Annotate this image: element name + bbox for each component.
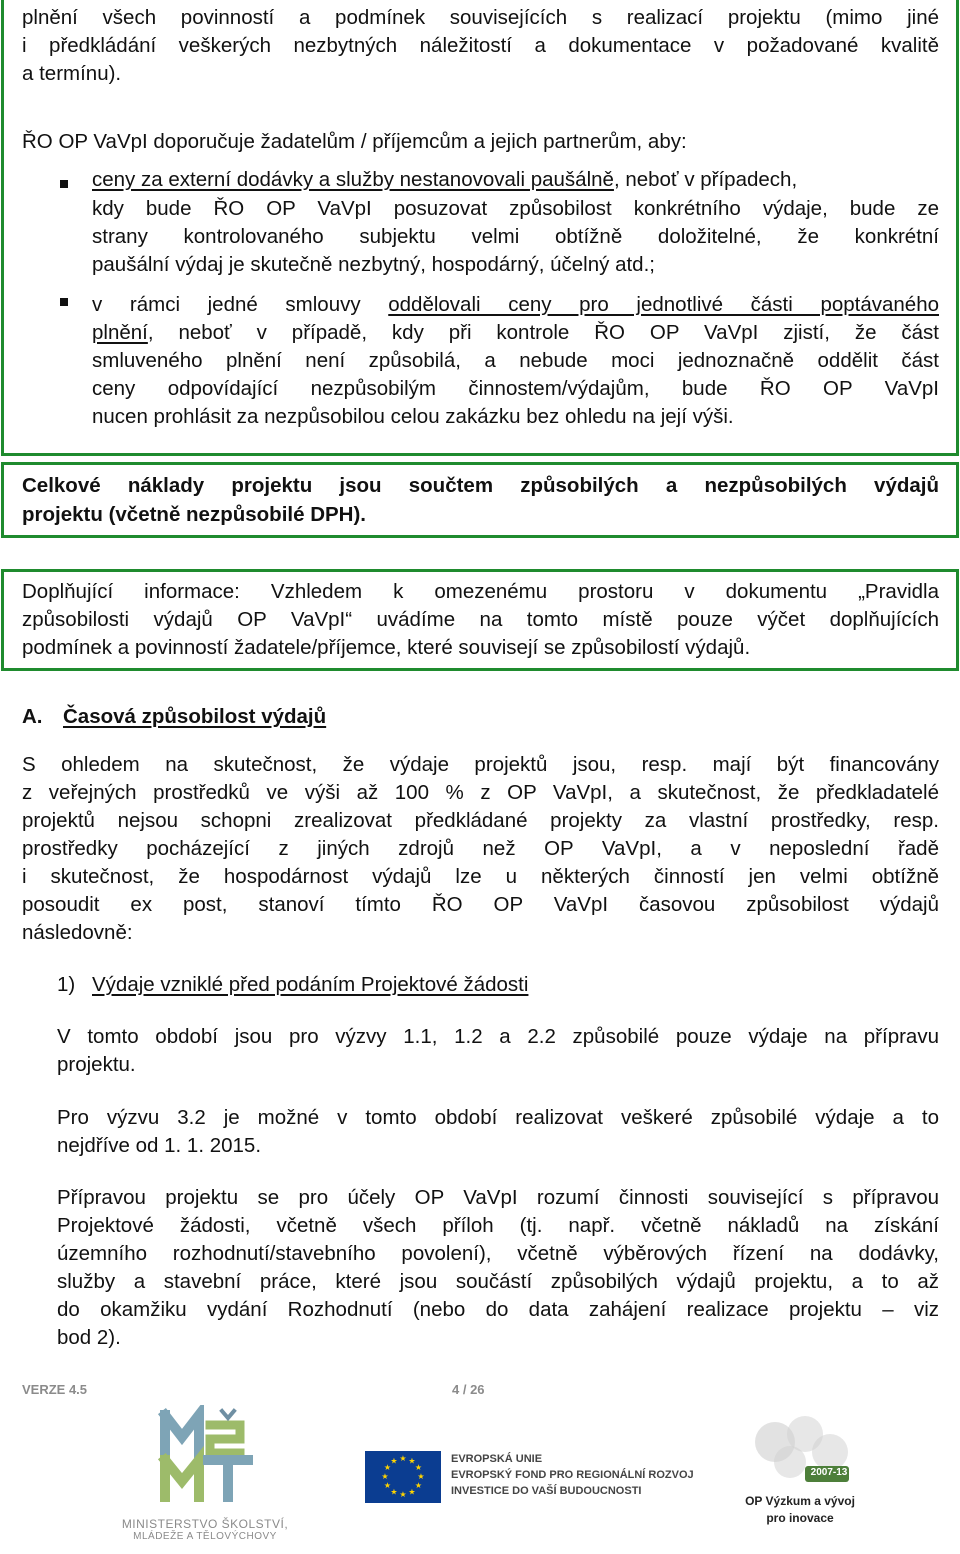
para1-line-6: posoudit ex post, stanoví tímto ŘO OP VaVpI časovou způsobilost výdajů (22, 893, 939, 916)
svg-text:★: ★ (408, 1456, 416, 1466)
para4-line-1: Přípravou projektu se pro účely OP VaVpI rozumí činnosti související s přípravou (57, 1186, 939, 1209)
bullet1-line-2: kdy bude ŘO OP VaVpI posuzovat způsobilost konkrétního výdaje, bude ze (92, 197, 939, 220)
para2-line-2: projektu. (57, 1053, 136, 1076)
para1-line-1: S ohledem na skutečnost, že výdaje projektů jsou, resp. mají být financovány (22, 753, 939, 776)
bullet2-pre: v rámci jedné smlouvy (92, 293, 389, 316)
section-title: Časová způsobilost výdajů (63, 705, 327, 728)
op-years: 2007-13 (810, 1467, 848, 1478)
svg-text:★: ★ (414, 1481, 423, 1490)
para3-line-2: nejdříve od 1. 1. 2015. (57, 1134, 262, 1157)
bullet-square-icon (60, 298, 68, 306)
bullet1-underlined: ceny za externí dodávky a služby nestanovovali paušálně (92, 168, 614, 191)
para1-line-2: z veřejných prostředků ve výši až 100 % z OP VaVpI, a skutečnost, že předkladatelé (22, 781, 939, 804)
eu-logo (365, 1443, 694, 1519)
op-vavpi-logo (735, 1412, 865, 1542)
msmt-caption-1: MINISTERSTVO ŠKOLSTVÍ, (121, 1517, 289, 1531)
para4-line-6: bod 2). (57, 1326, 121, 1349)
bullet1-first-line (92, 166, 797, 194)
bullet-square-icon (60, 180, 68, 188)
bullet1-line-3: strany kontrolovaného subjektu velmi obtížně doložitelné, že konkrétní (92, 225, 939, 248)
bullet2-rest: , neboť v případě, kdy při kontrole ŘO OP VaVpI zjistí, že část (147, 321, 939, 344)
section-letter: A. (22, 705, 43, 728)
msmt-logo (110, 1405, 300, 1550)
para3-line-1: Pro výzvu 3.2 je možné v tomto období realizovat veškeré způsobilé výdaje a to (57, 1106, 939, 1129)
msmt-emblem-icon (110, 1405, 300, 1505)
box1-line-1: plnění všech povinností a podmínek souvisejících s realizací projektu (mimo jiné (22, 6, 939, 29)
footer-page-number: 4 / 26 (452, 1382, 485, 1397)
para4-line-2: Projektové žádosti, včetně všech příloh (tj. např. včetně nákladů na získání (57, 1214, 939, 1237)
msmt-caption-2: MLÁDEŽE A TĚLOVÝCHOVY (133, 1531, 277, 1542)
para4-line-5: do okamžiku vydání Rozhodnutí (nebo do data zahájení realizace projektu – viz (57, 1298, 939, 1321)
svg-text:★: ★ (414, 1463, 423, 1472)
bullet2-first-line (92, 291, 939, 319)
bullet2-line-2 (92, 319, 939, 347)
bullet2-underlined: oddělovali ceny pro jednotlivé části poptávaného (388, 293, 939, 316)
bullet1-line-4: paušální výdaj je skutečně nezbytný, hospodárný, účelný atd.; (92, 253, 655, 276)
box2-line-1: Celkové náklady projektu jsou součtem způsobilých a nezpůsobilých výdajů (22, 474, 939, 497)
para4-line-3: územního rozhodnutí/stavebního povolení), včetně výběrových řízení na dodávky, (57, 1242, 939, 1265)
box3-line-2: způsobilosti výdajů OP VaVpI“ uvádíme na tomto místě pouze výčet doplňujících (22, 608, 939, 631)
footer-version: VERZE 4.5 (22, 1382, 88, 1397)
box1-line-3: a termínu). (22, 62, 122, 85)
eu-flag-icon (365, 1451, 441, 1503)
op-vavpi-emblem-icon (735, 1412, 865, 1492)
item1-number: 1) (57, 973, 76, 996)
box1-intro: ŘO OP VaVpI doporučuje žadatelům / příjemcům a jejich partnerům, aby: (22, 130, 687, 153)
bullet1-first-rest: , neboť v případech, (613, 168, 798, 191)
op-caption-1: OP Výzkum a vývoj (745, 1494, 855, 1508)
para4-line-4: služby a stavební práce, které jsou součástí způsobilých výdajů projektu, a to až (57, 1270, 939, 1293)
para1-line-4: prostředky pocházející z jiných zdrojů než OP VaVpI, a v neposlední řadě (22, 837, 939, 860)
svg-text:★: ★ (381, 1472, 389, 1481)
box1-line-2: i předkládání veškerých nezbytných náležitostí a dokumentace v požadované kvalitě (22, 34, 939, 57)
eu-caption-2: EVROPSKÝ FOND PRO REGIONÁLNÍ ROZVOJ (451, 1469, 694, 1481)
para2-line-1: V tomto období jsou pro výzvy 1.1, 1.2 a 2.2 způsobilé pouze výdaje na přípravu (57, 1025, 939, 1048)
para1-line-3: projektů nejsou schopni zrealizovat předkládané projekty za vlastní prostředky, resp. (22, 809, 939, 832)
box3-line-1: Doplňující informace: Vzhledem k omezenému prostoru v dokumentu „Pravidla (22, 580, 939, 603)
eu-caption-1: EVROPSKÁ UNIE (451, 1453, 543, 1465)
svg-text:★: ★ (390, 1487, 398, 1497)
svg-text:★: ★ (383, 1481, 392, 1490)
svg-text:★: ★ (399, 1490, 407, 1499)
eu-caption-3: INVESTICE DO VAŠÍ BUDOUCNOSTI (451, 1485, 642, 1497)
box2-line-2: projektu (včetně nezpůsobilé DPH). (22, 503, 366, 526)
box3-line-3: podmínek a povinností žadatele/příjemce, které souvisejí se způsobilostí výdajů. (22, 636, 751, 659)
svg-text:★: ★ (399, 1454, 407, 1463)
svg-text:★: ★ (408, 1487, 416, 1497)
bullet2-underlined-2: plnění (92, 321, 148, 344)
svg-text:★: ★ (417, 1472, 425, 1481)
svg-text:★: ★ (390, 1456, 398, 1466)
para1-line-5: i skutečnost, že hospodárnost výdajů lze u některých činností jen velmi obtížně (22, 865, 939, 888)
op-caption-2: pro inovace (766, 1511, 834, 1525)
bullet2-line-3: smluveného plnění není způsobilá, a nebude moci jednoznačně oddělit část (92, 349, 939, 372)
bullet2-line-5: nucen prohlásit za nezpůsobilou celou zakázku bez ohledu na její výši. (92, 405, 734, 428)
bullet2-line-4: ceny odpovídající nezpůsobilým činnostem/výdajům, bude ŘO OP VaVpI (92, 377, 939, 400)
svg-text:★: ★ (383, 1463, 392, 1472)
para1-line-7: následovně: (22, 921, 133, 944)
item1-title: Výdaje vzniklé před podáním Projektové žádosti (92, 973, 529, 996)
